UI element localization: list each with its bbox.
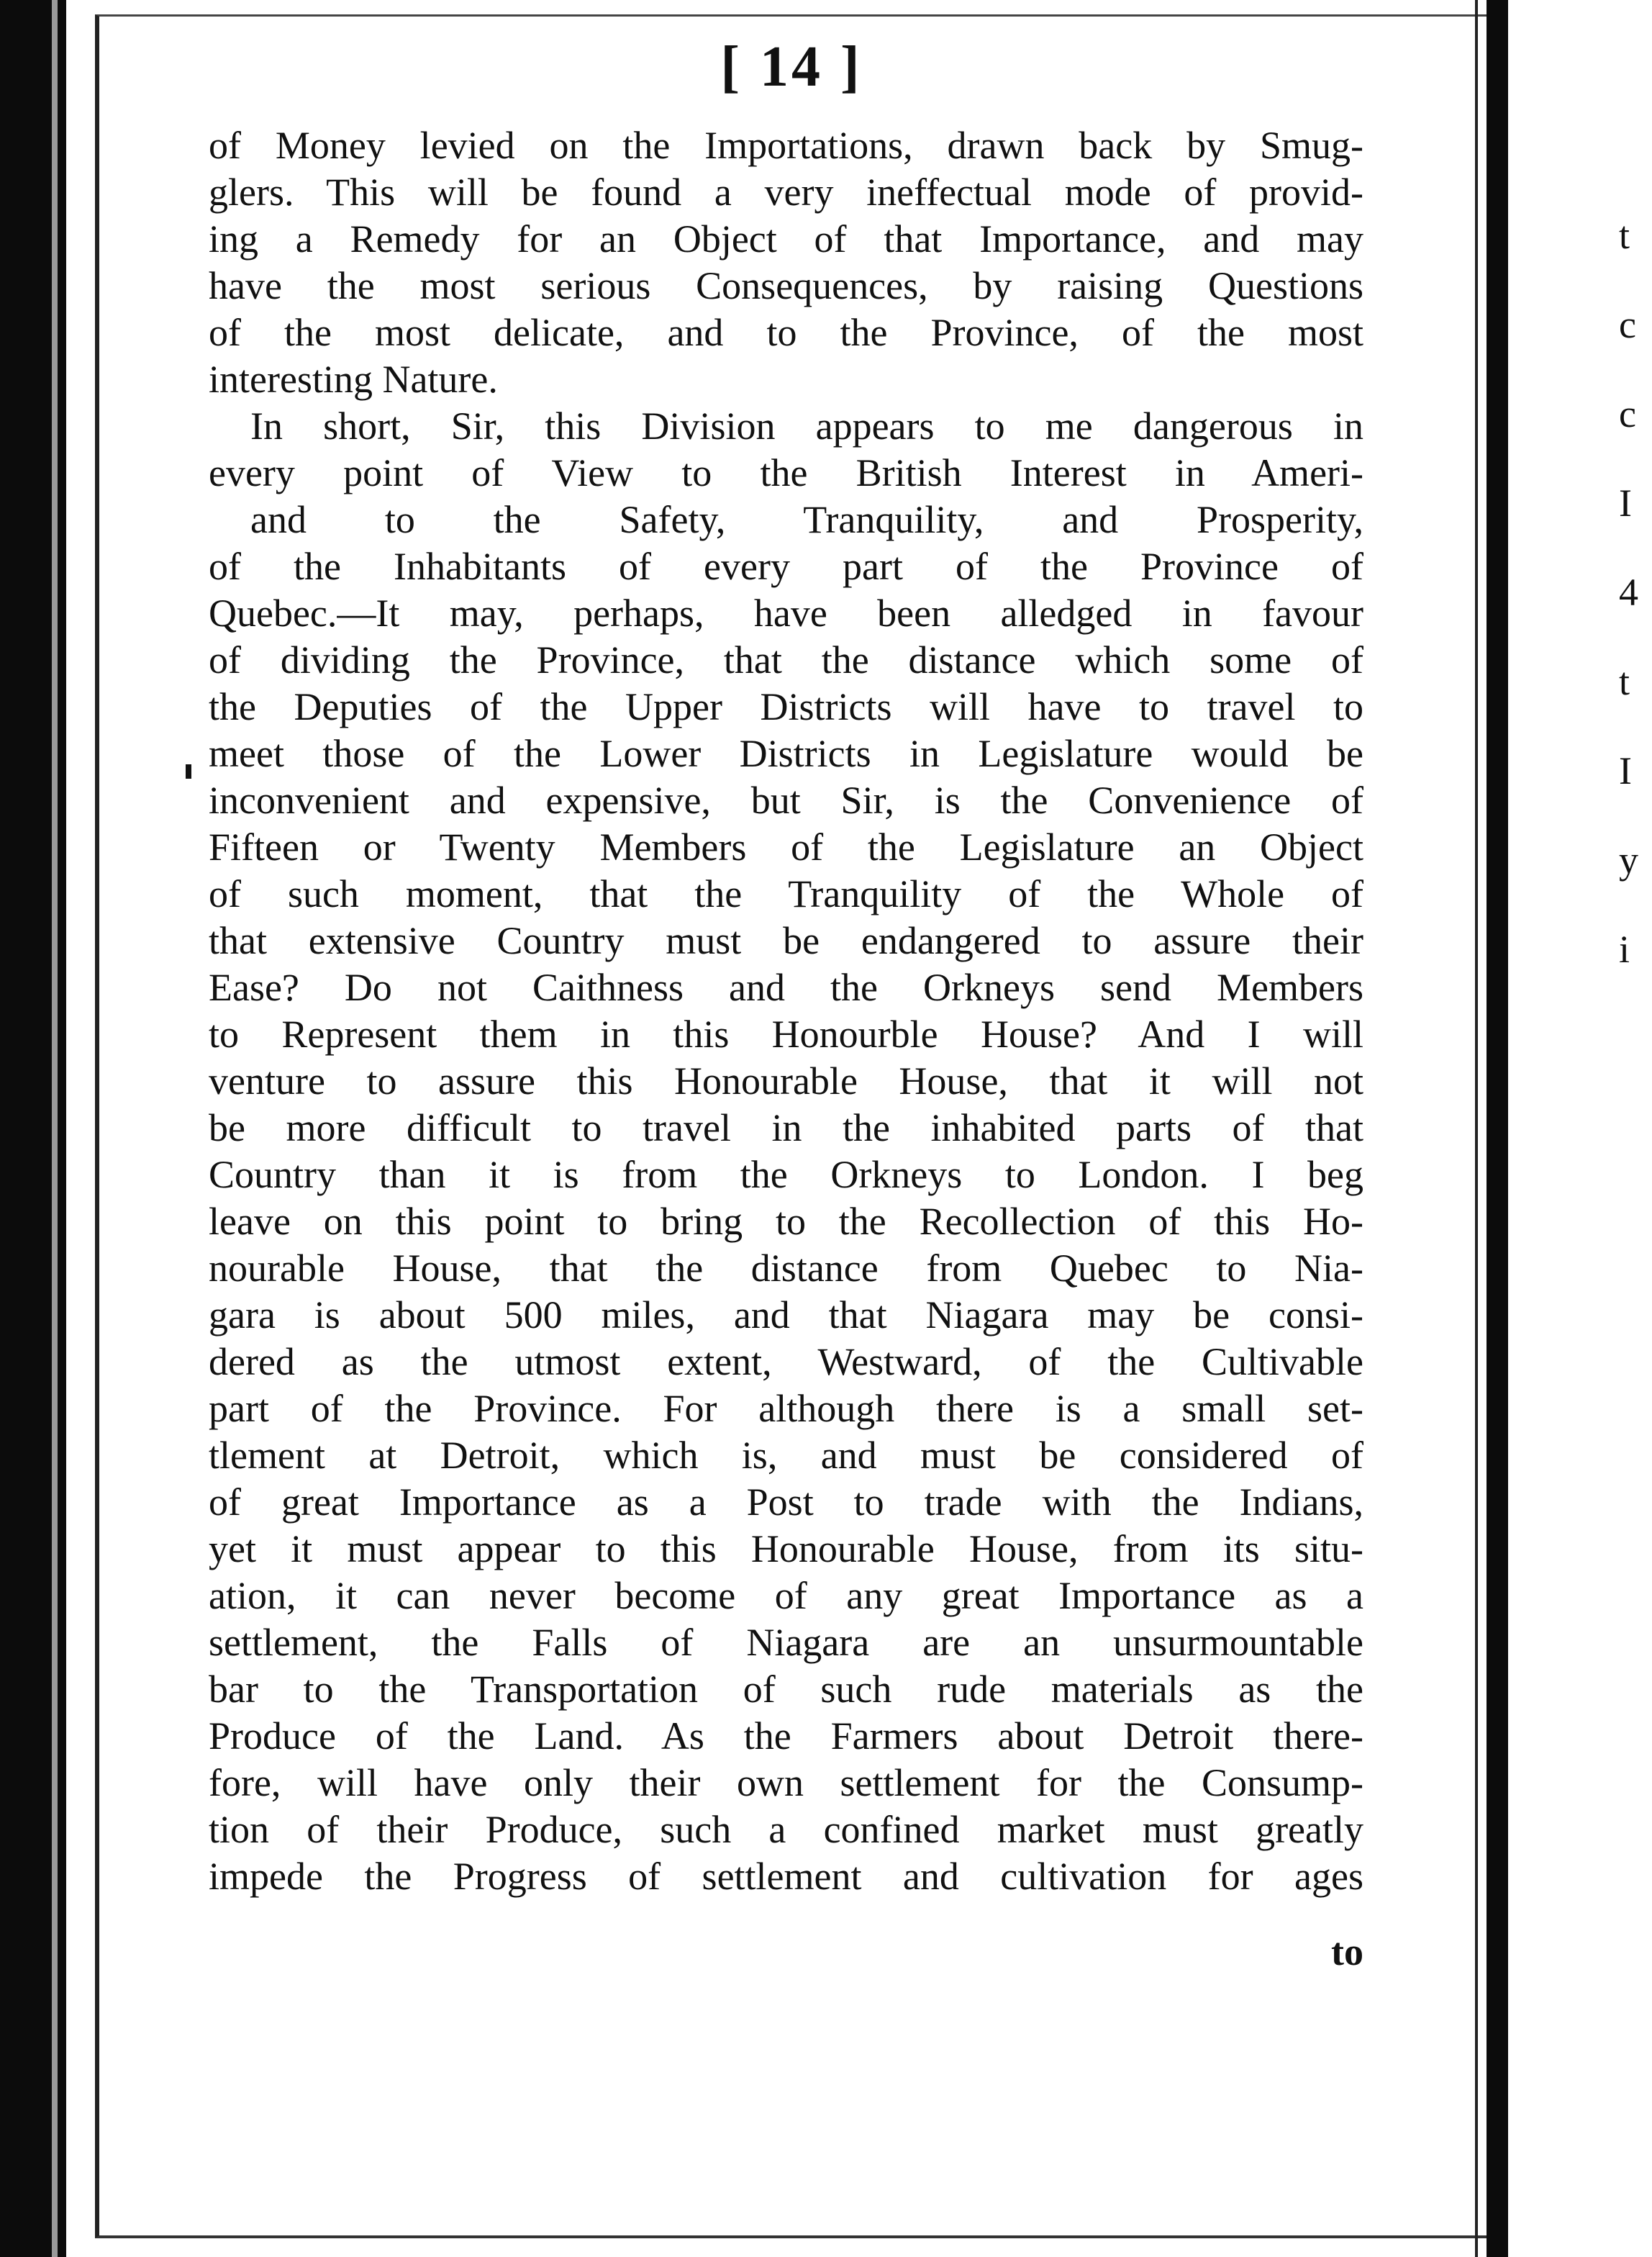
text-line: yet it must appear to this Honourable House, from its situ- bbox=[209, 1527, 1363, 1570]
text-line: part of the Province. For although there is a small set- bbox=[209, 1387, 1363, 1430]
text-line: tion of their Produce, such a confined market must greatly bbox=[209, 1808, 1363, 1851]
text-line: meet those of the Lower Districts in Legislature would be bbox=[209, 732, 1363, 775]
text-line: fore, will have only their own settlement for the Consump- bbox=[209, 1761, 1363, 1804]
adjacent-page-text bbox=[1619, 191, 1652, 994]
text-line: nourable House, that the distance from Quebec to Nia- bbox=[209, 1247, 1363, 1290]
text-line: of great Importance as a Post to trade with the Indians, bbox=[209, 1480, 1363, 1524]
text-line: of the Inhabitants of every part of the Province of bbox=[209, 545, 1363, 588]
text-line: of such moment, that the Tranquility of the Whole of bbox=[209, 872, 1363, 915]
text-line: of dividing the Province, that the distance which some of bbox=[209, 638, 1363, 682]
text-line: glers. This will be found a very ineffectual mode of provid- bbox=[209, 171, 1363, 214]
text-line: gara is about 500 miles, and that Niagara may be consi- bbox=[209, 1293, 1363, 1336]
text-line: that extensive Country must be endangered to assure their bbox=[209, 919, 1363, 962]
text-line: tlement at Detroit, which is, and must be considered of bbox=[209, 1434, 1363, 1477]
adjacent-page-fragment: i bbox=[1619, 928, 1630, 971]
adjacent-page-fragment: c bbox=[1619, 392, 1636, 435]
text-line: bar to the Transportation of such rude materials as the bbox=[209, 1668, 1363, 1711]
text-line: ing a Remedy for an Object of that Importance, and may bbox=[209, 217, 1363, 261]
text-line: of Money levied on the Importations, drawn back by Smug- bbox=[209, 124, 1363, 167]
text-line: to Represent them in this Honourble House? And I will bbox=[209, 1013, 1363, 1056]
scan-left-border-stripe bbox=[52, 0, 58, 2257]
adjacent-page-fragment: I bbox=[1619, 749, 1632, 792]
text-line: dered as the utmost extent, Westward, of the Cultivable bbox=[209, 1340, 1363, 1383]
margin-mark bbox=[186, 764, 191, 779]
catchword: to bbox=[1331, 1930, 1363, 1973]
text-line: ation, it can never become of any great Importance as a bbox=[209, 1574, 1363, 1617]
adjacent-page-fragment: I bbox=[1619, 481, 1632, 525]
adjacent-page-fragment: 4 bbox=[1619, 571, 1638, 614]
text-line: Ease? Do not Caithness and the Orkneys send Members bbox=[209, 966, 1363, 1009]
text-line: Country than it is from the Orkneys to London. I beg bbox=[209, 1153, 1363, 1196]
adjacent-page-fragment: t bbox=[1619, 214, 1630, 257]
text-line: the Deputies of the Upper Districts will have to travel to bbox=[209, 685, 1363, 728]
text-line: Quebec.—It may, perhaps, have been alledged in favour bbox=[209, 592, 1363, 635]
text-line: Fifteen or Twenty Members of the Legislature an Object bbox=[209, 826, 1363, 869]
text-line: impede the Progress of settlement and cultivation for ages bbox=[209, 1855, 1363, 1898]
book-gutter bbox=[1487, 0, 1508, 2257]
body-text bbox=[209, 122, 1363, 1900]
text-line: inconvenient and expensive, but Sir, is the Convenience of bbox=[209, 779, 1363, 822]
page-right-edge bbox=[1475, 0, 1478, 2257]
text-line: of the most delicate, and to the Province, of the most bbox=[209, 311, 1363, 354]
adjacent-page-fragment: t bbox=[1619, 660, 1630, 703]
page-number: [ 14 ] bbox=[720, 35, 863, 99]
text-line: venture to assure this Honourable House, that it will not bbox=[209, 1059, 1363, 1103]
text-line: and to the Safety, Tranquility, and Prosperity, bbox=[250, 498, 1363, 541]
text-line: interesting Nature. bbox=[209, 358, 498, 401]
text-line: have the most serious Consequences, by raising Questions bbox=[209, 264, 1363, 307]
text-line: be more difficult to travel in the inhabited parts of that bbox=[209, 1106, 1363, 1149]
text-line: settlement, the Falls of Niagara are an unsurmountable bbox=[209, 1621, 1363, 1664]
adjacent-page-fragment: c bbox=[1619, 303, 1636, 346]
text-line: Produce of the Land. As the Farmers about Detroit there- bbox=[209, 1714, 1363, 1758]
adjacent-page-fragment: y bbox=[1619, 838, 1638, 882]
text-line: every point of View to the British Interest in Ameri- bbox=[209, 451, 1363, 494]
paragraph-start-line: In short, Sir, this Division appears to me dangerous in bbox=[250, 404, 1363, 448]
text-line: leave on this point to bring to the Recollection of this Ho- bbox=[209, 1200, 1363, 1243]
